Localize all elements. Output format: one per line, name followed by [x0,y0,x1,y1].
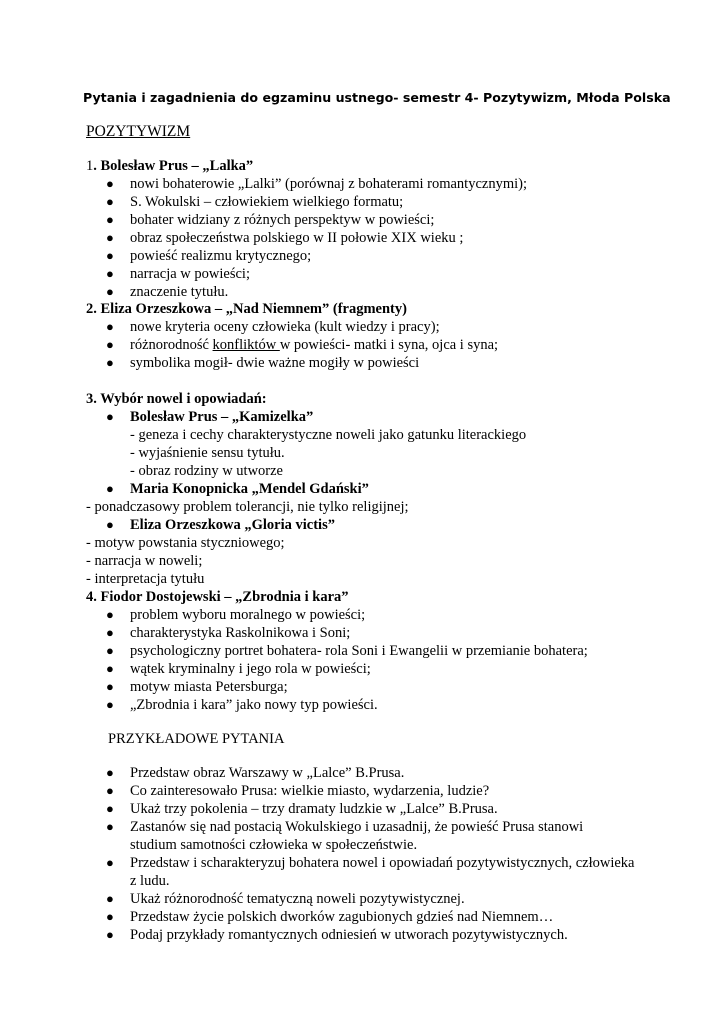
list-item: „Zbrodnia i kara” jako nowy typ powieści. [130,697,378,713]
list-item: Ukaż trzy pokolenia – trzy dramaty ludzkie w „Lalce” B.Prusa. [130,801,498,817]
list-item: motyw miasta Petersburga; [130,679,288,695]
bullet-icon: ● [106,765,114,780]
bullet-icon: ● [106,801,114,816]
bullet-icon: ● [106,248,114,263]
list-item: Ukaż różnorodność tematyczną noweli pozytywistycznej. [130,891,465,907]
bullet-icon: ● [106,194,114,209]
list-item: Zastanów się nad postacią Wokulskiego i uzasadnij, że powieść Prusa stanowi [130,819,584,835]
bullet-icon: ● [106,643,114,658]
list-item: Przedstaw życie polskich dworków zagubionych gdzieś nad Niemnem… [130,909,554,925]
question-3-title: 3. Wybór nowel i opowiadań: [86,391,267,407]
bullet-icon: ● [106,230,114,245]
bullet-icon: ● [106,891,114,906]
bullet-icon: ● [106,607,114,622]
examples-title: PRZYKŁADOWE PYTANIA [108,731,285,747]
sub-point: - obraz rodziny w utworze [130,463,283,479]
bullet-icon: ● [106,855,114,870]
bullet-icon: ● [106,697,114,712]
list-item: Eliza Orzeszkowa „Gloria victis” [130,517,335,533]
sub-point: - interpretacja tytułu [86,571,205,587]
sub-point: - ponadczasowy problem tolerancji, nie tylko religijnej; [86,499,409,515]
bullet-icon: ● [106,679,114,694]
bullet-icon: ● [106,337,114,352]
list-item: powieść realizmu krytycznego; [130,248,312,264]
bullet-icon: ● [106,783,114,798]
list-item: psychologiczny portret bohatera- rola Soni i Ewangelii w przemianie bohatera; [130,643,588,659]
section-title: POZYTYWIZM [86,123,191,140]
list-item: obraz społeczeństwa polskiego w II połowie XIX wieku ; [130,230,464,246]
bullet-icon: ● [106,481,114,496]
list-item: Przedstaw i scharakteryzuj bohatera nowel i opowiadań pozytywistycznych, człowieka [130,855,635,871]
sub-point: - wyjaśnienie sensu tytułu. [130,445,285,461]
list-item: Przedstaw obraz Warszawy w „Lalce” B.Prusa. [130,765,405,781]
sub-point: - narracja w noweli; [86,553,203,569]
list-item: problem wyboru moralnego w powieści; [130,607,366,623]
list-item: nowi bohaterowie „Lalki” (porównaj z bohaterami romantycznymi); [130,176,527,192]
list-item: narracja w powieści; [130,266,250,282]
bullet-icon: ● [106,517,114,532]
bullet-icon: ● [106,625,114,640]
bullet-icon: ● [106,909,114,924]
bullet-icon: ● [106,927,114,942]
list-item: nowe kryteria oceny człowieka (kult wiedzy i pracy); [130,319,440,335]
question-2-title: 2. Eliza Orzeszkowa – „Nad Niemnem” (fragmenty) [86,301,407,317]
bullet-icon: ● [106,284,114,299]
bullet-icon: ● [106,266,114,281]
bullet-icon: ● [106,661,114,676]
list-item-continuation: z ludu. [130,873,170,889]
list-item: S. Wokulski – człowiekiem wielkiego formatu; [130,194,404,210]
bullet-icon: ● [106,212,114,227]
list-item: charakterystyka Raskolnikowa i Soni; [130,625,351,641]
bullet-icon: ● [106,176,114,191]
list-item: Podaj przykłady romantycznych odniesień w utworach pozytywistycznych. [130,927,568,943]
document-header: Pytania i zagadnienia do egzaminu ustnego- semestr 4- Pozytywizm, Młoda Polska [83,90,671,105]
sub-point: - geneza i cechy charakterystyczne noweli jako gatunku literackiego [130,427,527,443]
list-item-continuation: studium samotności człowieka w społeczeństwie. [130,837,418,853]
list-item: Maria Konopnicka „Mendel Gdański” [130,481,369,497]
list-item: Co zainteresowało Prusa: wielkie miasto, wydarzenia, ludzie? [130,783,490,799]
list-item: symbolika mogił- dwie ważne mogiły w powieści [130,355,420,371]
list-item: bohater widziany z różnych perspektyw w powieści; [130,212,435,228]
bullet-icon: ● [106,409,114,424]
bullet-icon: ● [106,319,114,334]
question-4-title: 4. Fiodor Dostojewski – „Zbrodnia i kara” [86,589,349,605]
question-1-title: 1. Bolesław Prus – „Lalka” [86,158,254,174]
list-item: różnorodność konfliktów w powieści- matki i syna, ojca i syna; [130,337,499,353]
bullet-icon: ● [106,355,114,370]
list-item: wątek kryminalny i jego rola w powieści; [130,661,371,677]
list-item: Bolesław Prus – „Kamizelka” [130,409,314,425]
list-item: znaczenie tytułu. [130,284,229,300]
sub-point: - motyw powstania styczniowego; [86,535,285,551]
bullet-icon: ● [106,819,114,834]
